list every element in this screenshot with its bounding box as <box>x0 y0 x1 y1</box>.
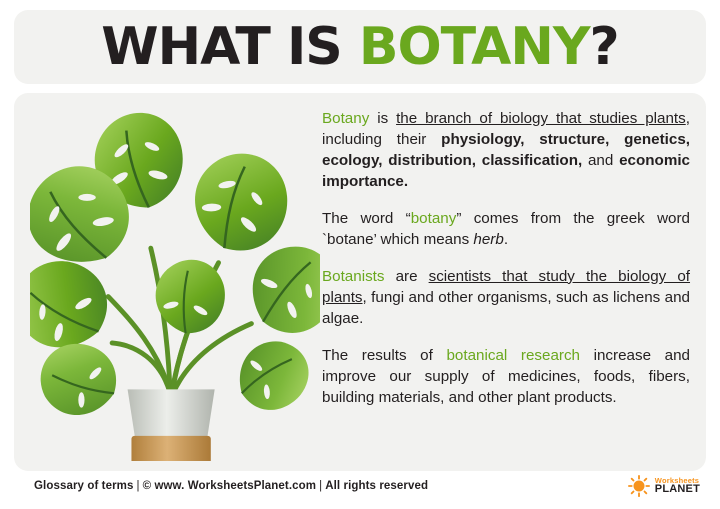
logo-wordmark <box>655 477 700 496</box>
plant-pot <box>128 389 215 461</box>
run-fungi-others: , fungi and other organisms, such as lichens and algae. <box>322 288 690 327</box>
logo-bottom-word: PLANET <box>654 483 700 496</box>
run-are: are <box>384 267 429 285</box>
content-card <box>14 93 706 471</box>
logo-top-word: Worksheets <box>654 475 700 485</box>
footer-separator-1: | <box>136 480 140 492</box>
worksheets-planet-logo[interactable] <box>628 475 700 497</box>
title-end: ? <box>589 17 619 77</box>
run-herb: herb <box>473 230 504 248</box>
paragraph-research-results <box>322 346 690 409</box>
page-title <box>101 17 619 77</box>
run-period: . <box>503 230 509 248</box>
term-botanical-research: botanical research <box>446 346 580 364</box>
run-botany-quoted: botany <box>410 209 457 227</box>
monstera-plant-icon <box>30 103 320 461</box>
footer-glossary-label: Glossary of terms <box>34 480 134 492</box>
illustration-area <box>24 103 320 461</box>
title-banner <box>14 10 706 84</box>
term-botanists: Botanists <box>322 267 385 285</box>
run-the-word: The word “ <box>322 209 411 227</box>
title-plain: WHAT IS <box>101 17 359 77</box>
run-economic-importance: economic importance. <box>322 151 691 190</box>
term-botany: Botany <box>322 110 370 127</box>
paragraph-etymology <box>322 209 690 251</box>
run-subfields: physiology, structure, genetics, ecology, distribution, classification, <box>322 130 690 169</box>
footer-rights: All rights reserved <box>325 480 429 492</box>
run-supply-list: increase and improve our supply of medicines, foods, fibers, building materials, and other plant products. <box>322 346 690 406</box>
definition-text <box>320 103 692 461</box>
footer-site-url[interactable]: www. WorksheetsPlanet.com <box>154 480 317 492</box>
run-including: , including their <box>322 110 690 148</box>
sun-icon <box>628 475 650 497</box>
paragraph-definition <box>322 109 690 193</box>
run-greek-origin: ” comes from the greek word `botane’ which means <box>322 209 690 248</box>
title-highlight: BOTANY <box>358 17 590 77</box>
footer-credit <box>34 480 428 492</box>
run-results-of: The results of <box>322 346 447 364</box>
run-branch-of-biology: the branch of biology that studies plants <box>396 110 686 127</box>
run-and: and <box>582 151 620 169</box>
copyright-icon: © <box>142 480 152 492</box>
footer <box>14 471 706 501</box>
footer-separator-2: | <box>319 480 323 492</box>
run-scientists-study-biology: scientists that study the biology of plants <box>322 267 691 306</box>
paragraph-botanists <box>322 267 690 330</box>
run-is: is <box>369 110 397 127</box>
